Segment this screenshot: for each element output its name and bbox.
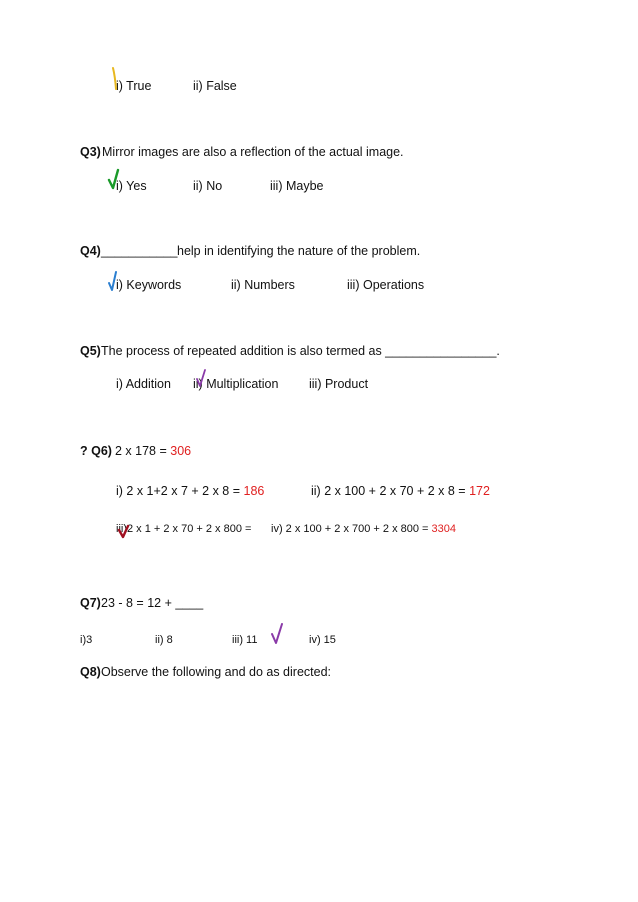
q6-answer: 306 <box>170 444 192 458</box>
q8-question: Observe the following and do as directed: <box>101 665 331 679</box>
q4-blank: ___________ <box>101 244 178 258</box>
q6-part-iii: iii)2 x 1 + 2 x 70 + 2 x 800 = <box>116 523 252 535</box>
q6-part-ii-answer: 172 <box>469 484 490 498</box>
q5-question: The process of repeated addition is also termed as ________________. <box>101 344 500 358</box>
q5-option-multiplication: ii) Multiplication <box>193 377 279 391</box>
dark-red-tick-mark <box>117 524 131 540</box>
q6-part-iv-expr: iv) 2 x 100 + 2 x 700 + 2 x 800 = <box>271 523 432 535</box>
purple-tick-mark-q7 <box>269 622 285 646</box>
q7-number: Q7) <box>80 596 101 610</box>
q2-option-false: ii) False <box>193 79 237 93</box>
q6-part-ii <box>311 485 490 498</box>
q5-option-addition: i) Addition <box>116 377 171 391</box>
green-tick-mark <box>106 168 122 192</box>
q4-option-keywords: i) Keywords <box>116 278 182 292</box>
blue-tick-mark <box>106 270 120 294</box>
q3-option-yes: i) Yes <box>116 179 147 193</box>
q6-expression <box>115 445 191 458</box>
q7-option-8: ii) 8 <box>155 634 173 646</box>
q4-option-operations: iii) Operations <box>347 278 425 292</box>
yellow-tick-mark <box>110 66 124 92</box>
q4-number: Q4) <box>80 244 101 258</box>
q8-number: Q8) <box>80 665 101 679</box>
q3-question: Mirror images are also a reflection of the actual image. <box>102 145 404 159</box>
q3-number: Q3) <box>80 145 101 159</box>
q6-expr-text: 2 x 178 = <box>115 444 171 458</box>
q3-option-no: ii) No <box>193 179 223 193</box>
q2-option-true: i) True <box>116 79 152 93</box>
q6-part-iv <box>271 524 456 535</box>
q3-option-maybe: iii) Maybe <box>270 179 324 193</box>
q5-number: Q5) <box>80 344 101 358</box>
q6-number: ? Q6) <box>80 444 112 458</box>
q6-part-i-answer: 186 <box>243 484 265 498</box>
q7-option-3: i)3 <box>80 634 93 646</box>
q7-question: 23 - 8 = 12 + ____ <box>101 596 204 610</box>
q7-option-11: iii) 11 <box>232 634 258 646</box>
q5-option-product: iii) Product <box>309 377 369 391</box>
q6-part-iv-answer: 3304 <box>431 523 457 535</box>
purple-tick-mark <box>194 368 208 390</box>
q7-option-15: iv) 15 <box>309 634 336 646</box>
q4-question: help in identifying the nature of the problem. <box>177 244 421 258</box>
q6-part-ii-expr: ii) 2 x 100 + 2 x 70 + 2 x 8 = <box>311 484 470 498</box>
q4-option-numbers: ii) Numbers <box>231 278 295 292</box>
q6-part-i <box>116 485 264 498</box>
q6-part-i-expr: i) 2 x 1+2 x 7 + 2 x 8 = <box>116 484 244 498</box>
